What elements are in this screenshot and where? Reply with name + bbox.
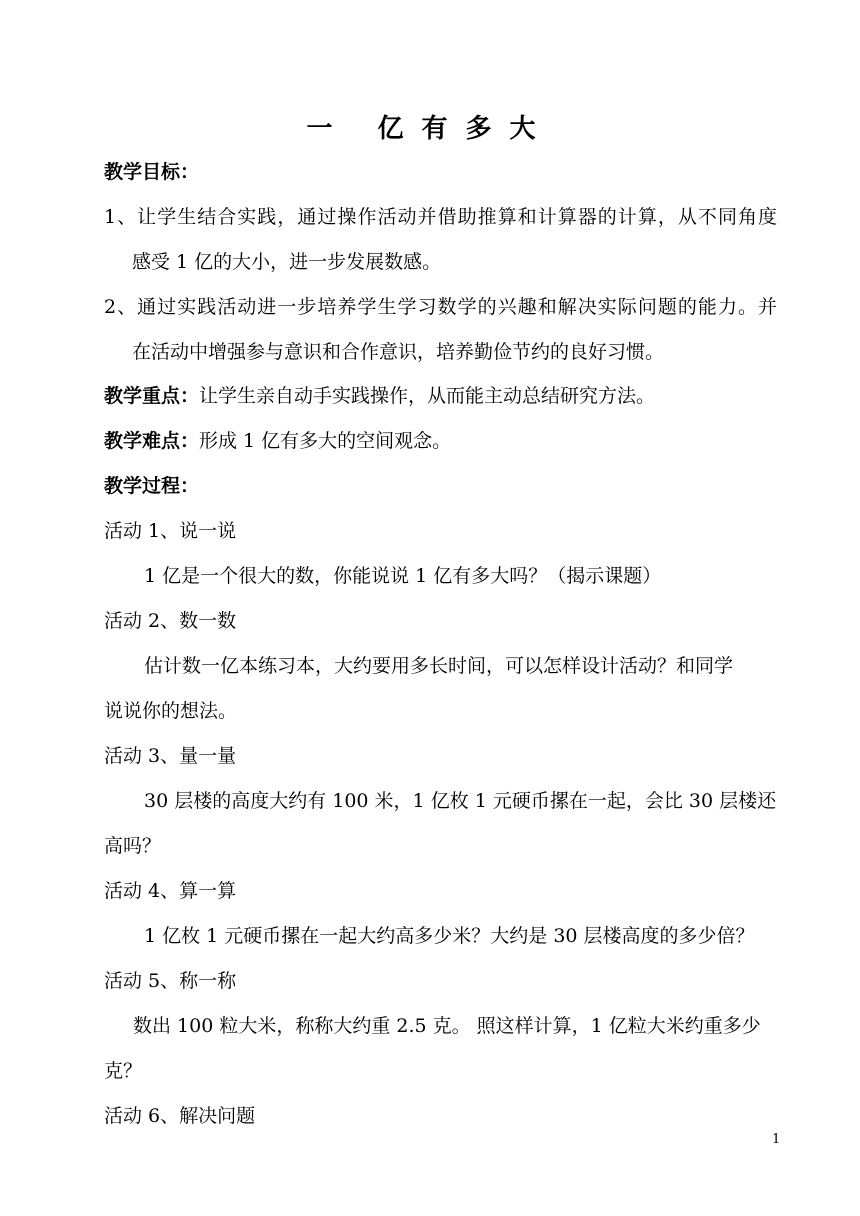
activity-4-text: 1 亿枚 1 元硬币摞在一起大约高多少米？大约是 30 层楼高度的多少倍？: [144, 925, 755, 947]
key-point-label: 教学重点：: [104, 385, 200, 407]
activity-5-title: 活动 5、称一称: [104, 970, 237, 992]
objective-2-line-2: 在活动中增强参与意识和合作意识，培养勤俭节约的良好习惯。: [132, 341, 665, 363]
activity-1-title: 活动 1、说一说: [104, 520, 237, 542]
activity-2-line-2: 说说你的想法。: [104, 700, 238, 722]
difficulty-label: 教学难点：: [104, 430, 200, 452]
activity-6-title: 活动 6、解决问题: [104, 1105, 256, 1127]
process-heading: 教学过程：: [104, 475, 200, 497]
activity-5-line-2: 克？: [104, 1060, 143, 1082]
activity-1-text: 1 亿是一个很大的数，你能说说 1 亿有多大吗？（揭示课题）: [144, 565, 662, 587]
document-title: 一 亿有多大: [306, 114, 554, 144]
key-point-text: 让学生亲自动手实践操作，从而能主动总结研究方法。: [199, 385, 656, 407]
objectives-heading: 教学目标：: [104, 161, 200, 183]
difficulty-paragraph: [104, 430, 451, 452]
objective-1-line-1: 1、让学生结合实践，通过操作活动并借助推算和计算器的计算，从不同角度: [104, 206, 777, 228]
objective-1-line-2: 感受 1 亿的大小，进一步发展数感。: [132, 251, 442, 273]
key-point-paragraph: [104, 385, 655, 407]
activity-3-title: 活动 3、量一量: [104, 745, 237, 767]
activity-3-line-1: 30 层楼的高度大约有 100 米，1 亿枚 1 元硬币摞在一起，会比 30 层楼还: [144, 790, 777, 812]
page-number: 1: [772, 1132, 781, 1147]
activity-4-title: 活动 4、算一算: [104, 880, 237, 902]
objective-2-line-1: 2、通过实践活动进一步培养学生学习数学的兴趣和解决实际问题的能力。并: [104, 296, 777, 318]
activity-5-line-1: 数出 100 粒大米，称称大约重 2.5 克。 照这样计算，1 亿粒大米约重多少: [133, 1015, 761, 1037]
activity-2-line-1: 估计数一亿本练习本，大约要用多长时间，可以怎样设计活动？和同学: [144, 655, 734, 677]
activity-3-line-2: 高吗？: [104, 835, 162, 857]
difficulty-text: 形成 1 亿有多大的空间观念。: [199, 430, 452, 452]
activity-2-title: 活动 2、数一数: [104, 610, 237, 632]
